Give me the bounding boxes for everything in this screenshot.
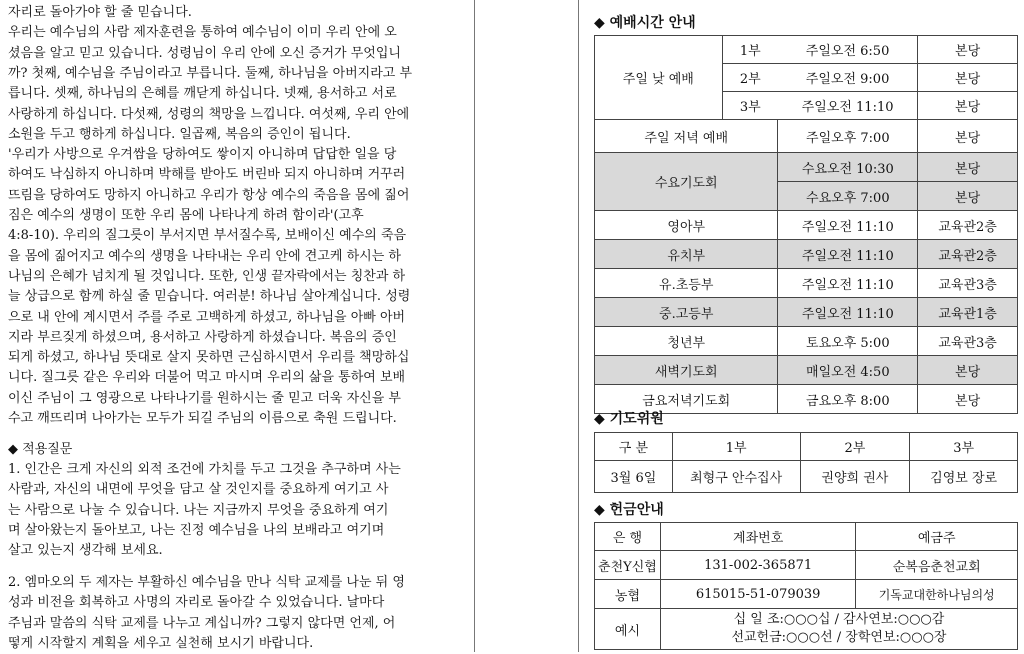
service-time: 주일오전 11:10 [778, 269, 918, 298]
service-name: 영아부 [595, 211, 778, 240]
sermon-line: 소원을 두고 행하게 하십니다. 일곱째, 복음의 증인이 됩니다. [8, 126, 351, 142]
worship-row [595, 269, 1018, 298]
service-time: 주일오전 11:10 [778, 211, 918, 240]
prayer-header-cell: 1부 [672, 433, 800, 461]
sermon-line: 뜨림을 당하여도 망하지 아니하고 우리가 항상 예수의 죽음을 몸에 짊어 [8, 187, 410, 203]
column-divider [578, 0, 579, 652]
sermon-line: 이신 주님이 그 영광으로 나타나기를 원하시는 줄 믿고 더욱 자신을 부 [8, 390, 401, 406]
offering-example-row [595, 609, 1018, 650]
service-name: 청년부 [595, 327, 778, 356]
worship-times-table [594, 35, 1018, 414]
apply-questions-title: ◆ 적용질문 [8, 442, 73, 457]
offering-example-line: 선교헌금:○○○선 / 장학연보:○○○장 [731, 630, 947, 645]
prayer-member: 최형구 안수집사 [672, 461, 800, 493]
prayer-date: 3월 6일 [595, 461, 673, 493]
worship-row [595, 298, 1018, 327]
column-divider [474, 0, 475, 652]
service-time: 주일오전 9:00 [778, 64, 918, 92]
question-line: 성과 비전을 회복하고 사명의 자리로 돌아갈 수 있었습니다. 날마다 [8, 595, 385, 611]
prayer-committee-table [594, 432, 1018, 493]
offering-example-text [660, 609, 1017, 650]
service-time: 수요오후 7:00 [778, 182, 918, 211]
sermon-line: 사랑하게 하십니다. 다섯째, 성령의 책망을 느낍니다. 여섯째, 우리 안에 [8, 106, 410, 122]
service-name: 유치부 [595, 240, 778, 269]
sermon-line: 을 몸에 짊어지고 예수의 생명을 나타내는 우리 안에 견고케 하시는 하 [8, 248, 401, 264]
question-line: 주님과 말씀의 식탁 교제를 나누고 계십니까? 그렇지 않다면 언제, 어 [8, 615, 396, 631]
prayer-header-cell: 구 분 [595, 433, 673, 461]
offering-holder: 순복음춘천교회 [856, 551, 1018, 580]
sermon-line: 자리로 돌아가야 할 줄 믿습니다. [8, 5, 192, 20]
offering-holder: 기독교대한하나님의성 [856, 580, 1018, 609]
question-line: 1. 인간은 크게 자신의 외적 조건에 가치를 두고 그것을 추구하며 사는 [8, 462, 401, 477]
service-place: 교육관1층 [918, 298, 1018, 327]
service-place: 본당 [918, 385, 1018, 414]
offering-header-cell: 계좌번호 [660, 523, 855, 551]
sermon-line: 늘 상급으로 함께 하실 줄 믿습니다. 여러분! 하나님 살아계십니다. 성령 [8, 289, 411, 305]
service-place: 교육관2층 [918, 211, 1018, 240]
service-place: 본당 [918, 356, 1018, 385]
service-place: 본당 [918, 153, 1018, 182]
prayer-header-cell: 3부 [910, 433, 1018, 461]
offering-row [595, 551, 1018, 580]
question-line: 며 살아왔는지 돌아보고, 나는 진정 예수님을 나의 보배라고 여기며 [8, 522, 385, 538]
service-place: 본당 [918, 120, 1018, 153]
question-line: 떻게 시작할지 계획을 세우고 실천해 보시기 바랍니다. [8, 635, 314, 651]
worship-row [595, 153, 1018, 182]
service-part: 3부 [722, 92, 778, 120]
service-name: 주일 낮 예배 [595, 36, 723, 120]
question-line: 2. 엠마오의 두 제자는 부활하신 예수님을 만나 식탁 교제를 나눈 뒤 영 [8, 575, 405, 590]
sermon-line: 짐은 예수의 생명이 또한 우리 몸에 나타나게 하려 함이라'(고후 [8, 208, 364, 223]
prayer-header-cell: 2부 [800, 433, 910, 461]
prayer-member: 권양희 권사 [800, 461, 910, 493]
sermon-line: '우리가 사방으로 우겨쌈을 당하여도 쌓이지 아니하며 답답한 일을 당 [8, 147, 397, 163]
sermon-line: 되게 하셨고, 하나님 뜻대로 살지 못하면 근심하시면서 우리를 책망하십 [8, 350, 410, 366]
worship-row [595, 240, 1018, 269]
sermon-line: 니다. 질그릇 같은 우리와 더불어 먹고 마시며 우리의 삶을 통하여 보배 [8, 370, 406, 386]
sermon-line: 4:8-10). 우리의 질그릇이 부서지면 부서질수록, 보배이신 예수의 죽음 [8, 228, 407, 244]
service-time: 주일오전 11:10 [778, 92, 918, 120]
worship-row [595, 211, 1018, 240]
service-time: 수요오전 10:30 [778, 153, 918, 182]
question-line: 는 사람으로 나눌 수 있습니다. 나는 지금까지 무엇을 중요하게 여기 [8, 502, 389, 518]
service-time: 주일오전 11:10 [778, 298, 918, 327]
worship-row [595, 36, 1018, 64]
info-column [594, 0, 1018, 652]
service-part: 2부 [722, 64, 778, 92]
service-place: 교육관2층 [918, 240, 1018, 269]
sermon-line: 으로 내 안에 계시면서 주를 주로 고백하게 하셨고, 하나님을 아빠 아버 [8, 309, 406, 325]
question-line: 살고 있는지 생각해 보세요. [8, 543, 163, 559]
offering-header-cell: 은 행 [595, 523, 661, 551]
service-part: 1부 [722, 36, 778, 64]
service-time: 주일오전 11:10 [778, 240, 918, 269]
service-name: 수요기도회 [595, 153, 778, 211]
sermon-line: 나님의 은혜가 넘치게 될 것입니다. 또한, 인생 끝자락에서는 칭찬과 하 [8, 268, 406, 284]
service-name: 유.초등부 [595, 269, 778, 298]
service-place: 본당 [918, 92, 1018, 120]
prayer-header-row [595, 433, 1018, 461]
sermon-line: 지라 부르짖게 하셨으며, 용서하고 사랑하게 하셨습니다. 복음의 증인 [8, 329, 397, 345]
service-time: 토요오후 5:00 [778, 327, 918, 356]
service-name: 중.고등부 [595, 298, 778, 327]
offering-row [595, 580, 1018, 609]
sermon-line: 까? 첫째, 예수님을 주님이라고 부릅니다. 둘째, 하나님을 아버지라고 부 [8, 65, 413, 81]
prayer-member: 김영보 장로 [910, 461, 1018, 493]
sermon-column [0, 0, 472, 652]
service-time: 주일오전 6:50 [778, 36, 918, 64]
offering-header-cell: 예금주 [856, 523, 1018, 551]
offering-example-label: 예시 [595, 609, 661, 650]
worship-row [595, 356, 1018, 385]
worship-row [595, 327, 1018, 356]
offering-info-table [594, 522, 1018, 650]
service-place: 본당 [918, 182, 1018, 211]
sermon-line: 수고 깨뜨리며 나아가는 모두가 되길 주님의 이름으로 축원 드립니다. [8, 411, 397, 426]
service-place: 교육관3층 [918, 327, 1018, 356]
service-place: 본당 [918, 64, 1018, 92]
offering-example-line: 십 일 조:○○○십 / 감사연보:○○○감 [733, 612, 945, 627]
sermon-line: 우리는 예수님의 사람 제자훈련을 통하여 예수님이 이미 우리 안에 오 [8, 25, 397, 41]
sermon-line: 셨음을 알고 믿고 있습니다. 성령님이 우리 안에 오신 증거가 무엇입니 [8, 45, 401, 61]
offering-account: 615015-51-079039 [660, 580, 855, 609]
offering-bank: 춘천Y신협 [595, 551, 661, 580]
service-name: 새벽기도회 [595, 356, 778, 385]
offering-account: 131-002-365871 [660, 551, 855, 580]
offering-info-title: ◆ 헌금안내 [594, 502, 664, 518]
service-name: 금요저녁기도회 [595, 385, 778, 414]
prayer-row [595, 461, 1018, 493]
offering-bank: 농협 [595, 580, 661, 609]
service-place: 본당 [918, 36, 1018, 64]
question-line: 사람과, 자신의 내면에 무엇을 담고 살 것인지를 중요하게 여기고 사 [8, 482, 389, 498]
service-time: 주일오후 7:00 [778, 120, 918, 153]
service-time: 매일오전 4:50 [778, 356, 918, 385]
worship-row [595, 120, 1018, 153]
offering-header-row [595, 523, 1018, 551]
worship-times-title: ◆ 예배시간 안내 [594, 15, 696, 31]
service-place: 교육관3층 [918, 269, 1018, 298]
service-time: 금요오후 8:00 [778, 385, 918, 414]
sermon-line: 하여도 낙심하지 아니하며 박해를 받아도 버린바 되지 아니하며 거꾸러 [8, 167, 406, 183]
service-name: 주일 저녁 예배 [595, 120, 778, 153]
sermon-line: 릅니다. 셋째, 하나님의 은혜를 깨닫게 하십니다. 넷째, 용서하고 서로 [8, 86, 397, 102]
prayer-committee-title: ◆ 기도위원 [594, 411, 664, 427]
